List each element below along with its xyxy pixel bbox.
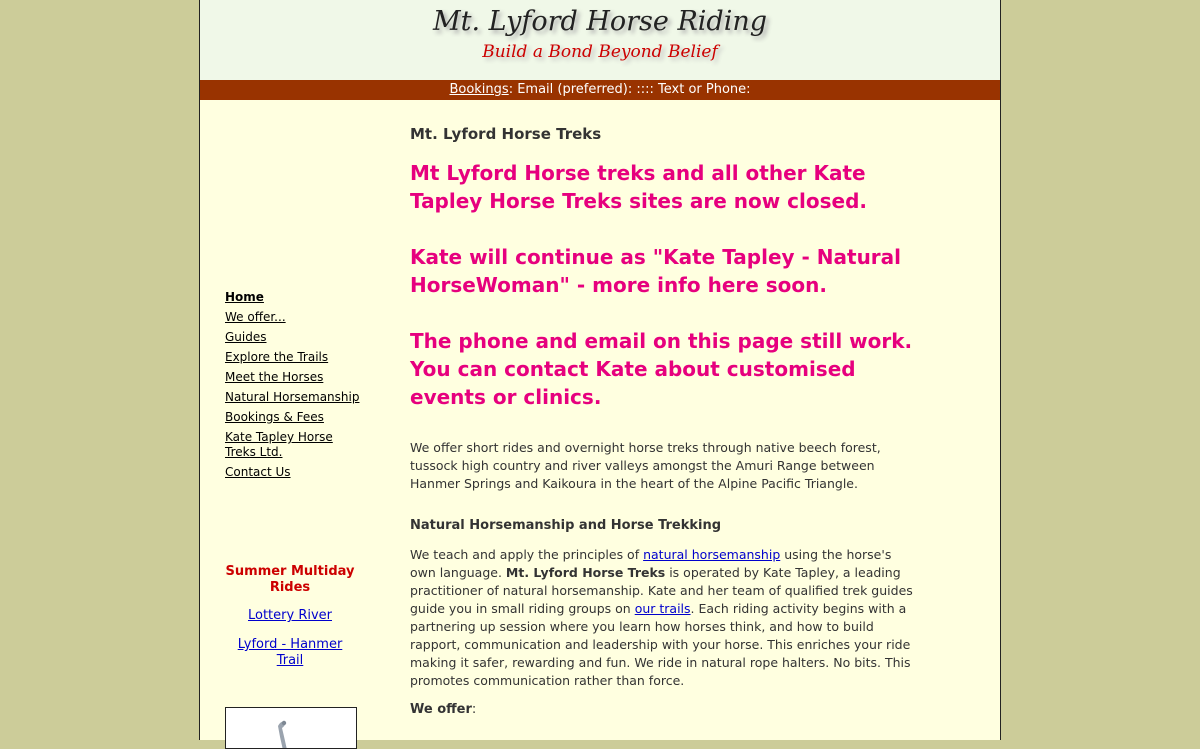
bookings-link[interactable]: Bookings <box>449 82 509 97</box>
nav-item-home[interactable]: Home <box>225 290 264 304</box>
nav-item-bookings-fees[interactable]: Bookings & Fees <box>225 410 324 424</box>
page-title: Mt. Lyford Horse Treks <box>410 125 602 143</box>
sidebar-image[interactable] <box>225 707 357 749</box>
page-container <box>199 0 1001 740</box>
we-offer-heading <box>410 702 915 717</box>
horse-figure-icon <box>226 708 356 748</box>
lyford-hanmer-trail-link[interactable]: Lyford - Hanmer Trail <box>237 637 343 668</box>
site-header <box>200 0 1000 80</box>
intro-paragraph: We offer short rides and overnight horse treks through native beech forest, tussock high country and river valleys amongst the Amuri Range between Hanmer Springs and Kaikoura in the heart of the Alpine Pacific Triangle. <box>410 440 881 491</box>
nav-item-contact[interactable]: Contact Us <box>225 465 291 479</box>
para-text: . Each riding activity begins with a partnering up session where you learn how horses think, and how to build rapport, communication and leadership with your horse. This enriches your ride making it safer, rewarding and fun. We ride in natural rope halters. No bits. This promotes communication rather than force. <box>410 601 911 688</box>
section-heading: Natural Horsemanship and Horse Trekking <box>410 518 722 533</box>
summer-rides-heading: Summer Multiday Rides <box>225 564 355 595</box>
we-offer-colon: : <box>471 702 477 717</box>
lottery-river-link[interactable]: Lottery River <box>247 608 332 623</box>
sidebar-nav <box>225 290 365 485</box>
nav-item-we-offer[interactable]: We offer... <box>225 310 286 324</box>
continuation-notice: Kate will continue as "Kate Tapley - Natural HorseWoman" - more info here soon. <box>410 245 902 297</box>
booking-contact-text: : Email (preferred): :::: Text or Phone: <box>508 82 751 97</box>
site-tagline: Build a Bond Beyond Belief <box>482 42 718 62</box>
contact-notice: The phone and email on this page still work. You can contact Kate about customised events or clinics. <box>410 329 913 409</box>
nav-item-natural-horsemanship[interactable]: Natural Horsemanship <box>225 390 360 404</box>
para-text: We teach and apply the principles of <box>410 547 644 562</box>
nav-item-meet-horses[interactable]: Meet the Horses <box>225 370 324 384</box>
our-trails-link[interactable]: our trails <box>634 601 691 616</box>
para-text: using the horse's own language. <box>410 547 892 580</box>
we-offer-label: We offer <box>410 702 472 717</box>
nav-item-kate-tapley[interactable]: Kate Tapley Horse Treks Ltd. <box>225 430 333 459</box>
nav-item-explore-trails[interactable]: Explore the Trails <box>225 350 329 364</box>
site-title: Mt. Lyford Horse Riding <box>432 6 768 37</box>
horsemanship-paragraph <box>410 546 915 690</box>
natural-horsemanship-link[interactable]: natural horsemanship <box>643 547 781 562</box>
closure-notice: Mt Lyford Horse treks and all other Kate Tapley Horse Treks sites are now closed. <box>410 161 868 213</box>
para-text: is operated by Kate Tapley, a leading practitioner of natural horsemanship. Kate and her team of qualified trek guides guide you in small riding groups on <box>410 565 913 616</box>
nav-item-guides[interactable]: Guides <box>225 330 267 344</box>
main-content <box>410 125 915 717</box>
booking-bar <box>200 80 1000 100</box>
business-name: Mt. Lyford Horse Treks <box>505 565 666 580</box>
